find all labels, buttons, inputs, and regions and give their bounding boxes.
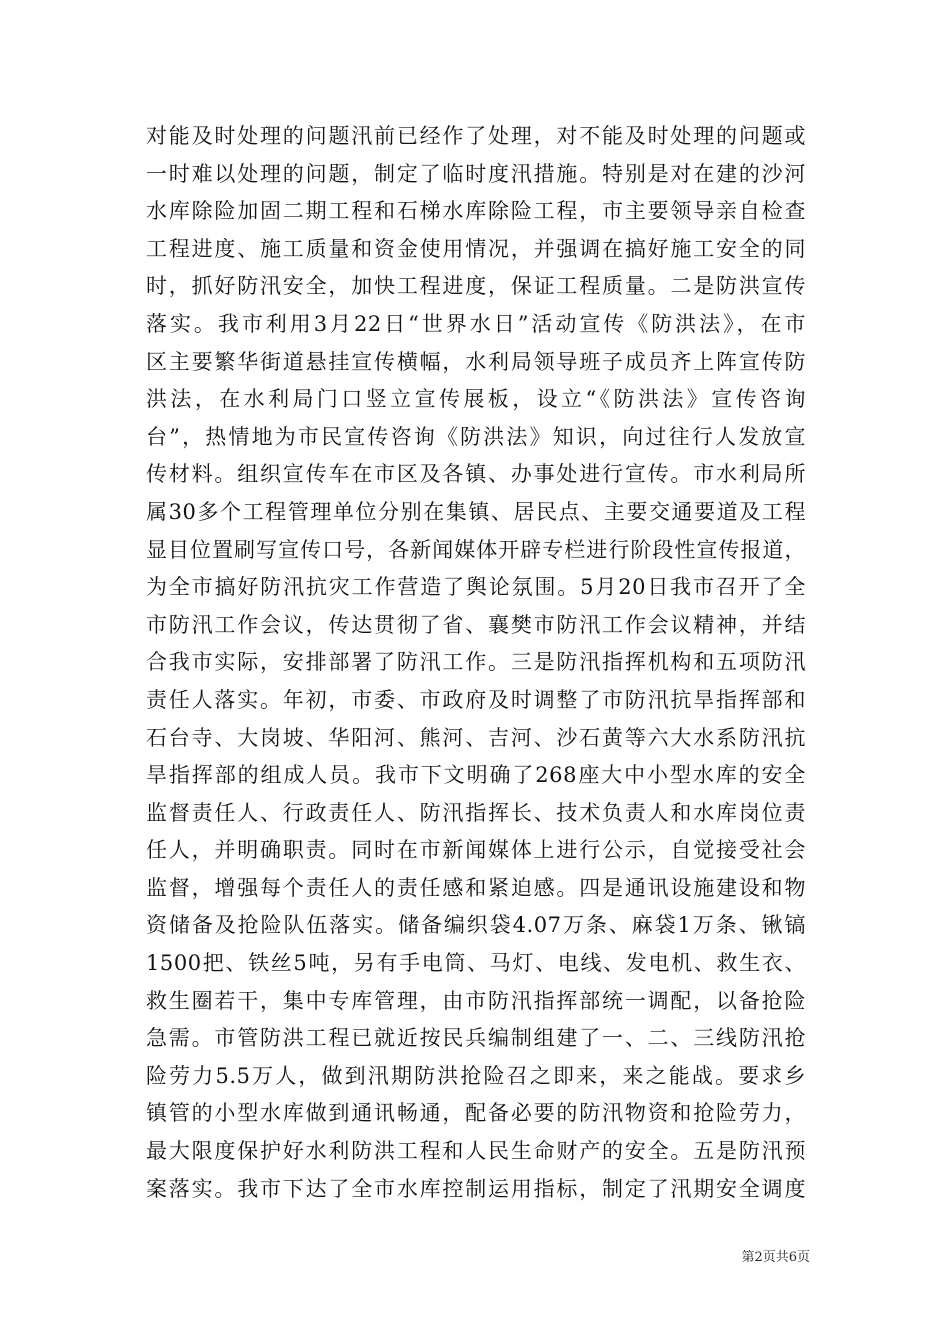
text-line: 最大限度保护好水利防洪工程和人民生命财产的安全。五是防汛预: [146, 1139, 806, 1164]
text-line: 传材料。组织宣传车在市区及各镇、办事处进行宣传。市水利局所: [146, 462, 806, 487]
text-line: 任人，并明确职责。同时在市新闻媒体上进行公示，自觉接受社会: [146, 838, 806, 863]
text-line: 监督，增强每个责任人的责任感和紧迫感。四是通讯设施建设和物: [146, 875, 806, 900]
text-line: 资储备及抢险队伍落实。储备编织袋4.07万条、麻袋1万条、锹镐: [146, 913, 806, 938]
text-line: 水库除险加固二期工程和石梯水库除险工程，市主要领导亲自检查: [146, 199, 806, 224]
text-line: 责任人落实。年初，市委、市政府及时调整了市防汛抗旱指挥部和: [146, 687, 806, 712]
text-line: 1500把、铁丝5吨，另有手电筒、马灯、电线、发电机、救生衣、: [146, 951, 806, 976]
text-line: 镇管的小型水库做到通讯畅通，配备必要的防汛物资和抢险劳力，: [146, 1101, 806, 1126]
text-line: 险劳力5.5万人，做到汛期防洪抢险召之即来，来之能战。要求乡: [146, 1063, 806, 1088]
text-line: 落实。我市利用3月22日“世界水日”活动宣传《防洪法》，在市: [146, 311, 806, 336]
text-line: 台”，热情地为市民宣传咨询《防洪法》知识，向过往行人发放宣: [146, 424, 806, 449]
text-line: 一时难以处理的问题，制定了临时度汛措施。特别是对在建的沙河: [146, 161, 806, 186]
text-line: 石台寺、大岗坡、华阳河、熊河、吉河、沙石黄等六大水系防汛抗: [146, 725, 806, 750]
text-line: 工程进度、施工质量和资金使用情况，并强调在搞好施工安全的同: [146, 236, 806, 261]
text-line: 监督责任人、行政责任人、防汛指挥长、技术负责人和水库岗位责: [146, 800, 806, 825]
text-line: 时，抓好防汛安全，加快工程进度，保证工程质量。二是防洪宣传: [146, 274, 806, 299]
text-line: 市防汛工作会议，传达贯彻了省、襄樊市防汛工作会议精神，并结: [146, 612, 806, 637]
text-line: 属30多个工程管理单位分别在集镇、居民点、主要交通要道及工程: [146, 499, 806, 524]
page-number: 第2页共6页: [741, 1250, 810, 1265]
text-line: 合我市实际，安排部署了防汛工作。三是防汛指挥机构和五项防汛: [146, 650, 806, 675]
text-line: 为全市搞好防汛抗灾工作营造了舆论氛围。5月20日我市召开了全: [146, 575, 806, 600]
text-line: 显目位置刷写宣传口号，各新闻媒体开辟专栏进行阶段性宣传报道，: [146, 537, 806, 562]
text-line: 急需。市管防洪工程已就近按民兵编制组建了一、二、三线防汛抢: [146, 1026, 806, 1051]
text-line: 案落实。我市下达了全市水库控制运用指标，制定了汛期安全调度: [146, 1176, 806, 1201]
text-line: 救生圈若干，集中专库管理，由市防汛指挥部统一调配，以备抢险: [146, 988, 806, 1013]
text-line: 旱指挥部的组成人员。我市下文明确了268座大中小型水库的安全: [146, 763, 806, 788]
body-paragraph: [146, 118, 806, 1208]
text-line: 区主要繁华街道悬挂宣传横幅，水利局领导班子成员齐上阵宣传防: [146, 349, 806, 374]
text-line: 对能及时处理的问题汛前已经作了处理，对不能及时处理的问题或: [146, 124, 806, 148]
text-line: 洪法，在水利局门口竖立宣传展板，设立“《防洪法》宣传咨询: [146, 387, 806, 412]
